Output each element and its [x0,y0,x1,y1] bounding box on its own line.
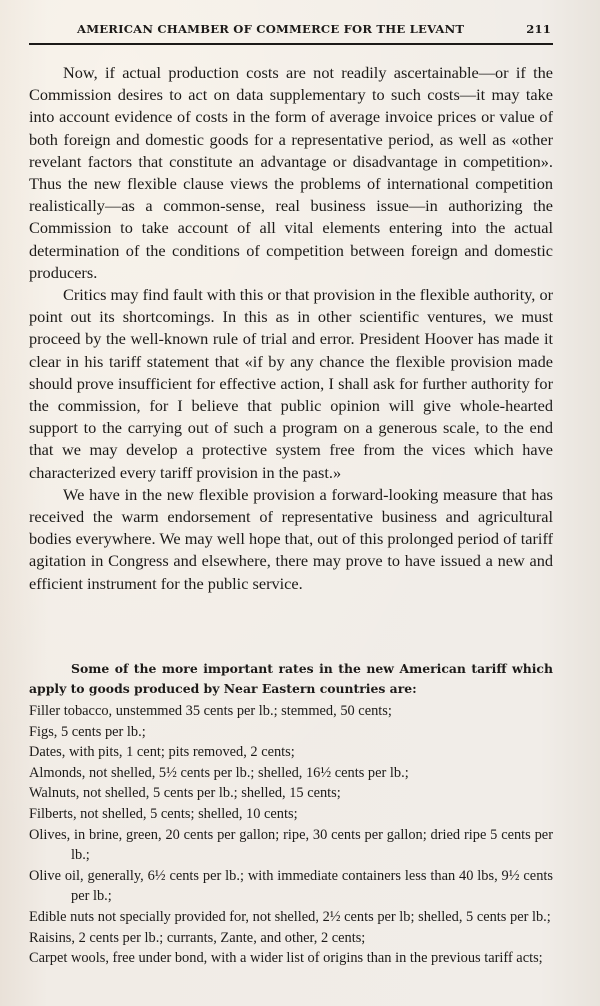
running-header-title: AMERICAN CHAMBER OF COMMERCE FOR THE LEVANT [77,22,465,36]
tariff-item: Olive oil, generally, 6½ cents per lb.; with immediate containers less than 40 lbs, 9½ cents per lb.; [29,867,553,905]
paragraph: We have in the new flexible provision a forward-looking measure that has received the warm endorsement of representative business and agricultural bodies everywhere. We may well hope that, out of this prolonged period of tariff agitation in Congress and elsewhere, there may prove to have issued a new and efficient instrument for the public service. [29,484,553,593]
tariff-rates-list [29,701,553,969]
page-number: 211 [526,22,551,36]
tariff-item: Walnuts, not shelled, 5 cents per lb.; shelled, 15 cents; [29,785,341,802]
tariff-item: Almonds, not shelled, 5½ cents per lb.; shelled, 16½ cents per lb.; [29,764,409,781]
tariff-item: Filler tobacco, unstemmed 35 cents per lb.; stemmed, 50 cents; [29,703,392,719]
tariff-item: Carpet wools, free under bond, with a wider list of origins than in the previous tariff acts; [29,950,543,967]
tariff-item: Filberts, not shelled, 5 cents; shelled, 10 cents; [29,805,298,822]
paragraph: Now, if actual production costs are not readily ascertainable—or if the Commission desires to act on data supplementary to such costs—it may take into account evidence of costs in the form of average invoice prices or value of both foreign and domestic goods for a representative period, as well as «other revelant factors that constitute an advantage or disadvantage in competition». Thus the new flexible clause views the problems of international competition realistically—as a common-sense, real business issue—in authorizing the Commission to take account of all vital elements entering into the actual determination of the conditions of competition between foreign and domestic producers. [29,63,553,282]
tariff-item: Figs, 5 cents per lb.; [29,723,146,740]
tariff-item: Olives, in brine, green, 20 cents per gallon; ripe, 30 cents per gallon; dried ripe 5 cents per lb.; [29,826,553,864]
running-header [29,19,553,45]
article-body [29,62,553,595]
tariff-rates-section [29,659,553,969]
tariff-item: Raisins, 2 cents per lb.; currants, Zante, and other, 2 cents; [29,929,366,946]
tariff-item: Edible nuts not specially provided for, not shelled, 2½ cents per lb; shelled, 5 cents per lb.; [29,908,551,925]
tariff-intro: Some of the more important rates in the new American tariff which apply to goods produced by Near Eastern countries are: [29,661,553,696]
paragraph: Critics may find fault with this or that provision in the flexible authority, or point out its shortcomings. In this as in other scientific ventures, we must proceed by the well-known rule of trial and error. President Hoover has made it clear in his tariff statement that «if by any chance the flexible provision made should prove insufficient for effective action, I shall ask for further authority for the commission, for I believe that public opinion will give whole-hearted support to the carrying out of such a program on a generous scale, to the end that we may develop a protective system free from the vices which have characterized every tariff provision in the past.» [29,285,554,482]
tariff-item: Dates, with pits, 1 cent; pits removed, 2 cents; [29,744,295,761]
